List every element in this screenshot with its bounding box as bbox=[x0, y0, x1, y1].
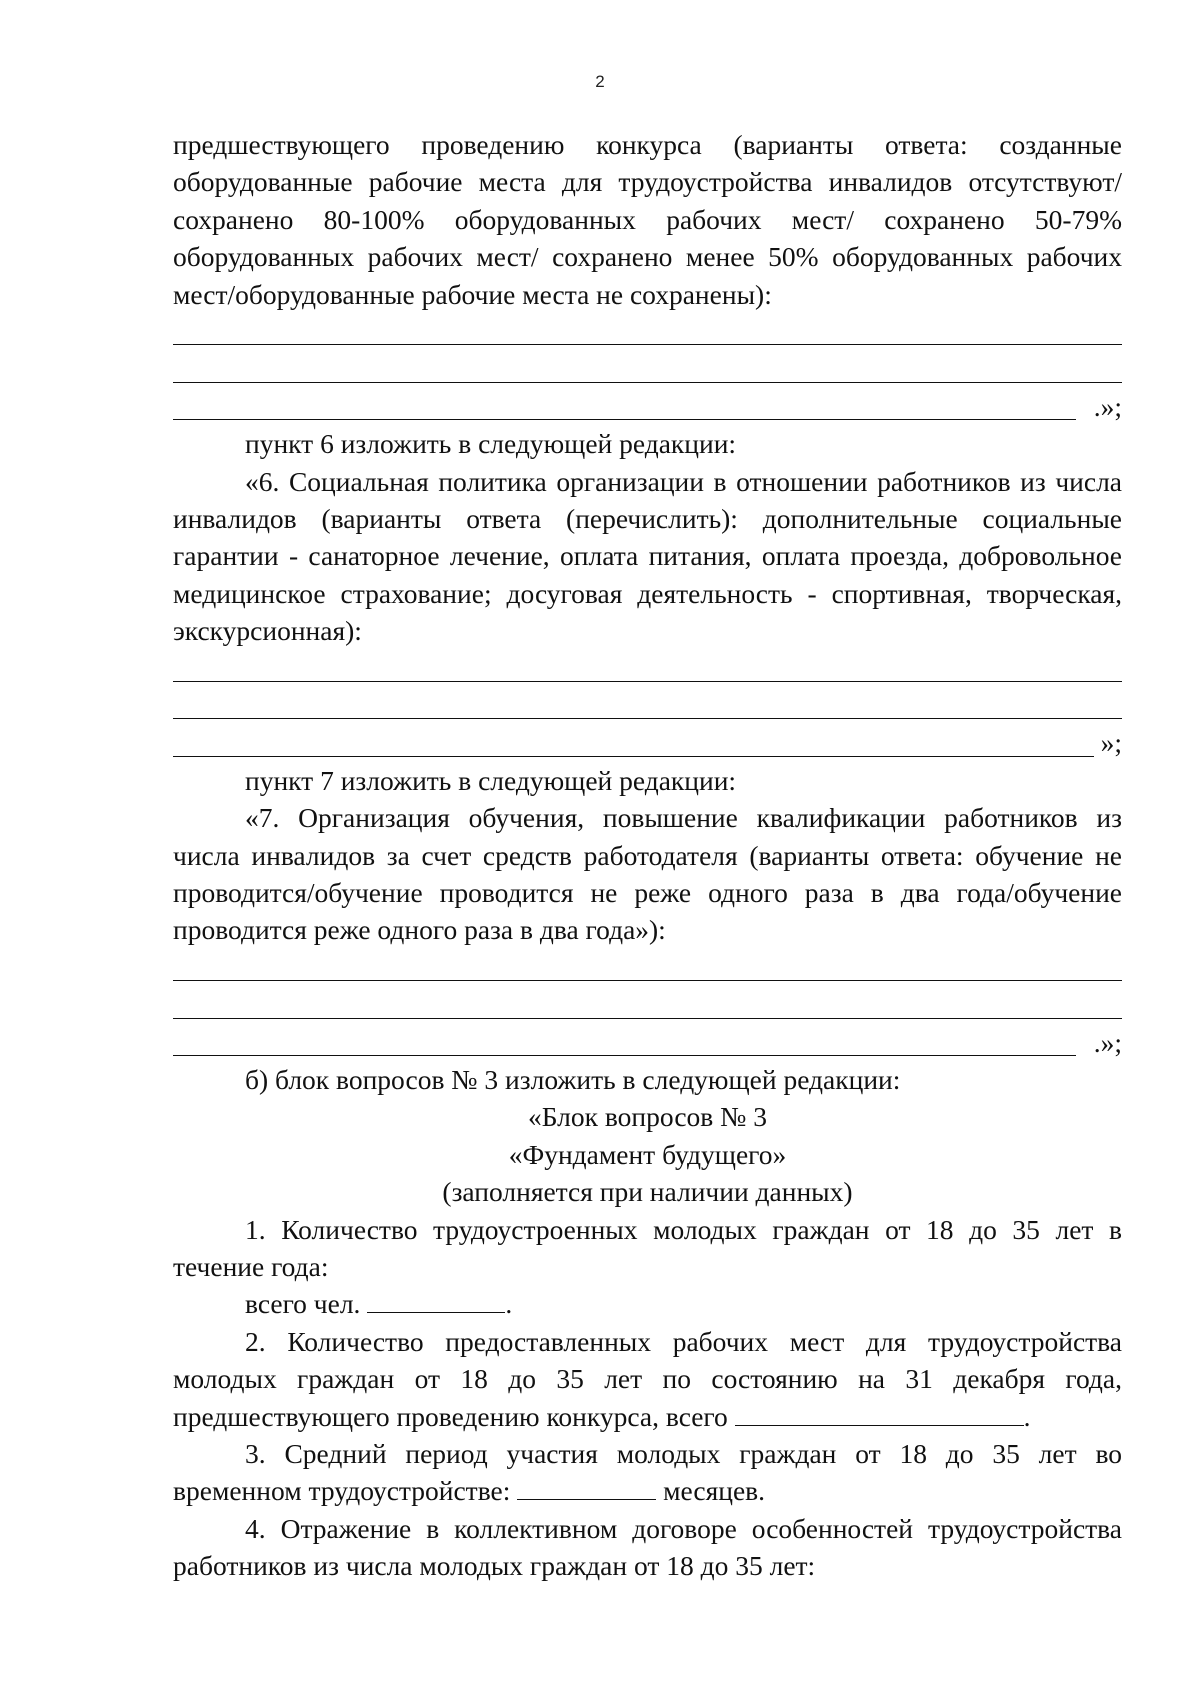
block-name: «Фундамент будущего» bbox=[508, 1138, 787, 1170]
item-7-text: «7. Организация обучения, повышение квалификации работников из числа инвалидов за счет средств работодателя (варианты ответа: обучение не проводится/обучение проводится не реже одного раза в два года/обучение проводится реже одного раза в два года»): bbox=[173, 802, 1122, 946]
answer-line-closing[interactable] bbox=[173, 388, 1122, 425]
answer-line[interactable] bbox=[173, 313, 1122, 350]
item-6-text: «6. Социальная политика организации в отношении работников из числа инвалидов (варианты ответа (перечислить): дополнительные социальные гарантии - санаторное лечение, оплата питания, оплата проезда, добровольное медицинское страхование; досуговая деятельность - спортивная, творческая, экскурсионная): bbox=[173, 465, 1122, 647]
intro-paragraph: предшествующего проведению конкурса (варианты ответа: созданные оборудованные рабочие места для трудоустройства инвалидов отсутствуют/сохранено 80-100% оборудованных рабочих мест/ сохранено 50-79% оборудованных рабочих мест/ сохранено менее 50% оборудованных рабочих мест/оборудованные рабочие места не сохранены): bbox=[173, 129, 1122, 310]
answer-line[interactable] bbox=[173, 986, 1122, 1023]
question-1-total-field[interactable] bbox=[367, 1290, 505, 1313]
block-note: (заполняется при наличии данных) bbox=[442, 1176, 853, 1208]
question-1-total-label: всего чел. bbox=[245, 1288, 361, 1320]
question-4: 4. Отражение в коллективном договоре особенностей трудоустройства работников из числа молодых граждан от 18 до 35 лет: bbox=[173, 1512, 1122, 1582]
question-3-text: 3. Средний период участия молодых граждан от 18 до 35 лет во временном трудоустройстве: bbox=[173, 1438, 1122, 1507]
page-number: 2 bbox=[595, 72, 605, 91]
answer-line[interactable] bbox=[173, 350, 1122, 387]
closing-quote: »; bbox=[1100, 727, 1122, 759]
question-2 bbox=[173, 1323, 1122, 1435]
document-body bbox=[173, 126, 1122, 1585]
answer-line[interactable] bbox=[173, 949, 1122, 986]
subsection-b-heading: б) блок вопросов № 3 изложить в следующей редакции: bbox=[245, 1064, 901, 1096]
item-6-heading: пункт 6 изложить в следующей редакции: bbox=[245, 428, 737, 460]
closing-quote: .»; bbox=[1093, 390, 1122, 422]
question-2-period: . bbox=[1023, 1400, 1031, 1432]
question-3 bbox=[173, 1435, 1122, 1510]
question-1-period: . bbox=[505, 1288, 513, 1320]
question-3-unit: месяцев. bbox=[663, 1475, 766, 1507]
item-7-heading: пункт 7 изложить в следующей редакции: bbox=[245, 764, 737, 796]
question-2-field[interactable] bbox=[735, 1403, 1024, 1426]
closing-quote: .»; bbox=[1093, 1026, 1122, 1058]
block-title: «Блок вопросов № 3 bbox=[527, 1101, 767, 1133]
answer-line[interactable] bbox=[173, 650, 1122, 687]
answer-line-closing[interactable] bbox=[173, 1024, 1122, 1061]
question-1: 1. Количество трудоустроенных молодых граждан от 18 до 35 лет в течение года: bbox=[173, 1213, 1122, 1283]
question-1-total bbox=[173, 1285, 1122, 1322]
question-2-text: 2. Количество предоставленных рабочих мест для трудоустройства молодых граждан от 18 до 35 лет по состоянию на 31 декабря года, предшествующего проведению конкурса, всего bbox=[173, 1325, 1122, 1432]
question-3-field[interactable] bbox=[517, 1477, 656, 1500]
answer-line[interactable] bbox=[173, 687, 1122, 724]
answer-line-closing[interactable] bbox=[173, 724, 1122, 761]
